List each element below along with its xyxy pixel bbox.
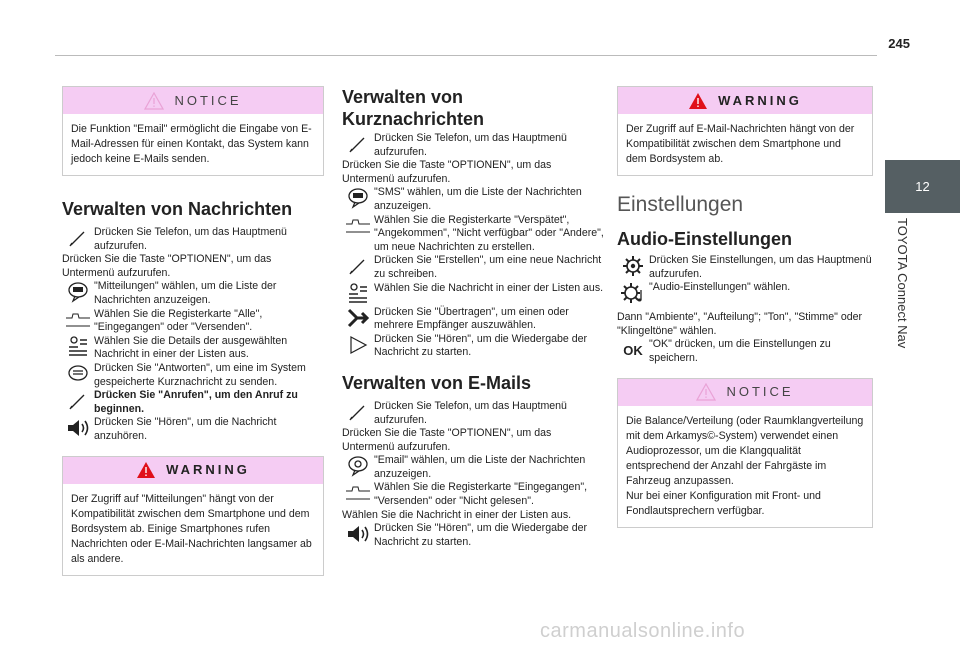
notice-title: NOTICE xyxy=(174,92,242,108)
section-heading-email: Verwalten von E-Mails xyxy=(342,372,532,393)
watermark: carmanualsonline.info xyxy=(540,620,746,642)
step-text: Wählen Sie die Registerkarte "Alle", "Eingegangen" oder "Versenden". xyxy=(94,307,263,334)
mail-step-select: Wählen Sie die Nachricht in einer der Listen aus. xyxy=(342,508,572,521)
notice-triangle-icon xyxy=(696,383,716,401)
warning-text: Der Zugriff auf "Mitteilungen" hängt von der Kompatibilität zwischen dem Smartphone und dem Bordsystem ab. Einige Smartphones rufen Nachrichten oder E-Mail-Nachrichten langsamer ab als andere. xyxy=(71,492,312,565)
step-text: Wählen Sie die Details der ausgewählten Nachricht in einer der Listen aus. xyxy=(94,334,288,361)
step-text: Drücken Sie Telefon, um das Hauptmenü aufzurufen. xyxy=(374,132,567,158)
step-text: Drücken Sie Telefon, um das Hauptmenü aufzurufen. xyxy=(374,399,567,426)
warning-header xyxy=(63,457,323,484)
sms-step-create xyxy=(342,254,604,281)
mail-step-options: Drücken Sie die Taste "OPTIONEN", um das Untermenü aufzurufen. xyxy=(342,427,552,453)
speaker-icon xyxy=(342,522,374,546)
step-text: Drücken Sie "Erstellen", um eine neue Nachricht zu schreiben. xyxy=(374,254,602,280)
warning-title: WARNING xyxy=(718,92,802,108)
notice-box-audio xyxy=(617,378,873,528)
notice-box xyxy=(62,86,324,176)
step-text: Drücken Sie "Anrufen", um den Anruf zu beginnen. xyxy=(94,389,298,415)
step-tabs xyxy=(62,308,324,335)
column-1 xyxy=(62,86,324,576)
mail-step-phone xyxy=(342,400,604,427)
email-bubble-icon xyxy=(342,454,374,478)
step-text: Drücken Sie Einstellungen, um das Hauptmenü aufzurufen. xyxy=(649,254,872,280)
step-text: Drücken Sie Telefon, um das Hauptmenü aufzurufen. xyxy=(94,226,287,252)
step-text: Drücken Sie "Hören", um die Wiedergabe der Nachricht zu starten. xyxy=(374,332,588,359)
step-text: Drücken Sie "Antworten", um eine im System gespeicherte Kurznachricht zu senden. xyxy=(94,361,306,388)
audio-step-audio xyxy=(617,281,873,305)
step-call xyxy=(62,389,324,416)
chapter-label xyxy=(895,218,915,368)
chapter-title: TOYOTA Connect Nav xyxy=(895,218,910,349)
section-heading-sms: Verwalten von Kurznachrichten xyxy=(342,87,485,129)
step-reply xyxy=(62,362,324,389)
sms-step-select xyxy=(342,282,604,306)
sms-step-options: Drücken Sie die Taste "OPTIONEN", um das Untermenü aufzurufen. xyxy=(342,159,552,185)
section-heading-audio: Audio-Einstellungen xyxy=(617,229,792,249)
notice-title: NOTICE xyxy=(726,384,794,400)
audio-step-settings xyxy=(617,254,873,281)
notice-text: Die Funktion "Email" ermöglicht die Eingabe von E-Mail-Adressen für einen Kontakt, das System kann jedoch keine E-Mails senden. xyxy=(71,123,312,165)
warning-title: WARNING xyxy=(166,462,250,478)
step-text: Drücken Sie "Hören", um die Wiedergabe der Nachricht zu starten. xyxy=(374,522,588,548)
step-details xyxy=(62,335,324,362)
column-2 xyxy=(342,86,604,549)
page-number: 245 xyxy=(888,36,910,51)
step-text: "SMS" wählen, um die Liste der Nachrichten anzuzeigen. xyxy=(374,186,582,212)
notice-header xyxy=(618,379,872,406)
gear-music-icon xyxy=(617,281,649,305)
pencil-icon xyxy=(342,132,374,156)
step-text: "Mitteilungen" wählen, um die Liste der Nachrichten anzuzeigen. xyxy=(94,280,277,306)
sms-step-list xyxy=(342,186,604,213)
tabs-icon xyxy=(62,308,94,332)
step-text: Wählen Sie die Registerkarte "Eingegangen", "Versenden" oder "Nicht gelesen". xyxy=(374,481,588,508)
step-text: "Audio-Einstellungen" wählen. xyxy=(649,281,791,294)
section-heading-messages: Verwalten von Nachrichten xyxy=(62,199,293,219)
sms-bubble-icon xyxy=(342,186,374,210)
pencil-icon xyxy=(342,400,374,424)
sms-step-phone xyxy=(342,132,604,159)
chapter-tab[interactable]: 12 xyxy=(885,160,960,213)
sms-step-play xyxy=(342,333,604,360)
notice-text-2: Nur bei einer Konfiguration mit Front- und Fondlautsprechern verfügbar. xyxy=(626,489,821,517)
warning-box xyxy=(62,456,324,576)
warning-box-email xyxy=(617,86,873,176)
step-options: Drücken Sie die Taste "OPTIONEN", um das Untermenü aufzurufen. xyxy=(62,253,272,279)
step-text: "OK" drücken, um die Einstellungen zu speichern. xyxy=(649,338,831,364)
step-text: Drücken Sie "Hören", um die Nachricht anzuhören. xyxy=(94,416,277,442)
audio-step-ok xyxy=(617,338,873,365)
sms-step-forward xyxy=(342,306,604,333)
list-details-icon xyxy=(342,282,374,306)
notice-header xyxy=(63,87,323,114)
tabs-icon xyxy=(342,481,374,505)
step-mitteilungen xyxy=(62,280,324,307)
step-listen xyxy=(62,416,324,443)
step-phone xyxy=(62,226,324,253)
warning-header xyxy=(618,87,872,114)
warning-text: Der Zugriff auf E-Mail-Nachrichten hängt von der Kompatibilität zwischen dem Smartphone und dem Bordsystem ab. xyxy=(626,123,855,165)
column-3 xyxy=(617,86,873,528)
step-text: Wählen Sie die Nachricht in einer der Listen aus. xyxy=(374,281,604,294)
list-details-icon xyxy=(62,335,94,359)
step-text: "Email" wählen, um die Liste der Nachrichten anzuzeigen. xyxy=(374,454,586,480)
mail-step-listen xyxy=(342,522,604,549)
notice-body xyxy=(618,406,872,527)
mail-step-list xyxy=(342,454,604,481)
ok-icon: OK xyxy=(623,342,643,358)
play-icon xyxy=(342,333,374,357)
sms-step-tabs xyxy=(342,214,604,255)
warning-triangle-icon xyxy=(688,92,708,110)
top-rule xyxy=(55,55,877,56)
speaker-icon xyxy=(62,416,94,440)
pencil-icon xyxy=(62,226,94,250)
warning-triangle-icon xyxy=(136,461,156,479)
section-title-settings: Einstellungen xyxy=(617,193,744,216)
gear-icon xyxy=(617,254,649,278)
tabs-icon xyxy=(342,214,374,238)
forward-icon xyxy=(342,306,374,330)
mail-step-tabs xyxy=(342,481,604,508)
audio-step-options: Dann "Ambiente", "Aufteilung"; "Ton", "Stimme" oder "Klingeltöne" wählen. xyxy=(617,311,863,337)
pencil-icon xyxy=(342,254,374,278)
reply-bubble-icon xyxy=(62,362,94,386)
step-text: Wählen Sie die Registerkarte "Verspätet", "Angekommen", "Nicht verfügbar" oder "Andere", um neue Nachrichten zu erstellen. xyxy=(374,213,604,253)
notice-triangle-icon xyxy=(144,92,164,110)
sms-bubble-icon xyxy=(62,280,94,304)
pencil-icon xyxy=(62,389,94,413)
step-text: Drücken Sie "Übertragen", um einen oder mehrere Empfänger auszuwählen. xyxy=(374,305,569,332)
notice-text-1: Die Balance/Verteilung (oder Raumklangverteilung mit dem Arkamys©-System) verwendet einen Audioprozessor, um die Klangqualität entsprechend der Anzahl der Fahrgäste im Fahrzeug anzupassen. xyxy=(626,414,864,487)
